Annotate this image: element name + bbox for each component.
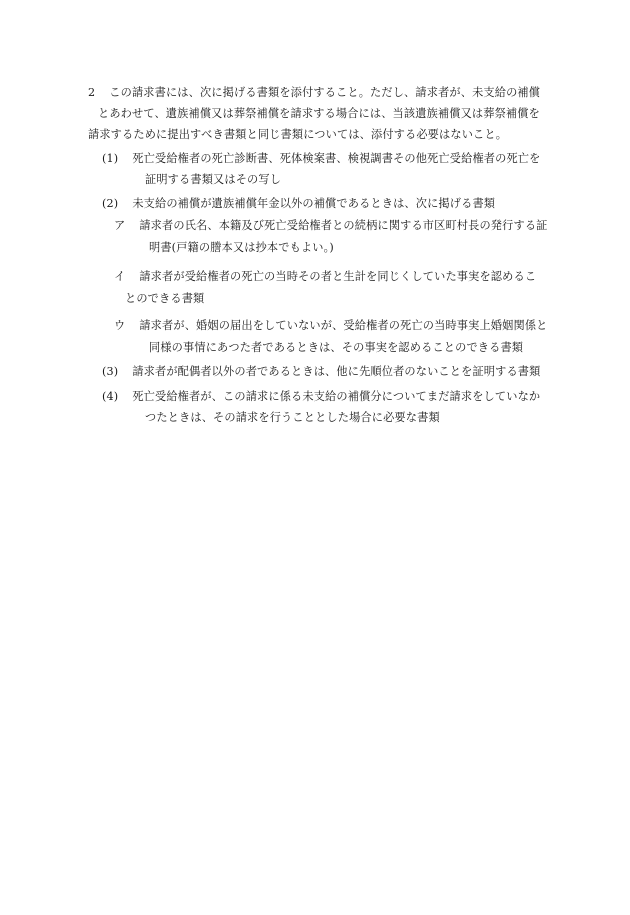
- subitem-1-line-1: [102, 152, 540, 166]
- subitem-text: 未支給の補償が遺族補償年金以外の補償であるときは、次に掲げる書類: [132, 197, 496, 210]
- item-2-line-3: [88, 128, 507, 142]
- subsubitem-label: イ: [114, 270, 126, 283]
- subitem-4-line-1: [102, 390, 540, 404]
- item-2-line-2: [98, 107, 540, 121]
- subsubitem-text: とのできる書類: [125, 292, 205, 305]
- subitem-label: (1): [102, 152, 119, 165]
- subsubitem-text: 請求者の氏名、本籍及び死亡受給権者との続柄に関する市区町村長の発行する証: [139, 219, 548, 232]
- item-text: とあわせて、遺族補償又は葬祭補償を請求する場合には、当該遺族補償又は葬祭補償を: [98, 107, 540, 120]
- subitem-4-line-2: [145, 411, 440, 425]
- subsubitem-text: 明書(戸籍の謄本又は抄本でもよい。): [149, 241, 334, 254]
- subitem-text: 死亡受給権者が、この請求に係る未支給の補償分についてまだ請求をしていなか: [132, 390, 541, 403]
- subsubitem-label: ア: [114, 219, 126, 232]
- subitem-label: (3): [102, 365, 119, 378]
- item-number: 2: [88, 86, 96, 99]
- subitem-3-line-1: [102, 365, 540, 379]
- subsubitem-label: ウ: [114, 319, 126, 332]
- item-text: この請求書には、次に掲げる書類を添付すること。ただし、請求者が、未支給の補償: [109, 86, 541, 99]
- subitem-label: (4): [102, 390, 119, 403]
- subitem-1-line-2: [145, 173, 281, 187]
- subitem-text: 死亡受給権者の死亡診断書、死体検案書、検視調書その他死亡受給権者の死亡を: [132, 152, 541, 165]
- subitem-text: 請求者が配偶者以外の者であるときは、他に先順位者のないことを証明する書類: [132, 365, 541, 378]
- item-2-line-1: [88, 86, 540, 100]
- subsubitem-text: 請求者が、婚姻の届出をしていないが、受給権者の死亡の当時事実上婚姻関係と: [139, 319, 548, 332]
- subsubitem-u-line-1: [114, 319, 548, 333]
- subitem-text: 証明する書類又はその写し: [145, 173, 282, 186]
- subsubitem-text: 請求者が受給権者の死亡の当時その者と生計を同じくしていた事実を認めるこ: [139, 270, 537, 283]
- subsubitem-i-line-2: [125, 292, 204, 306]
- item-text: 請求するために提出すべき書類と同じ書類については、添付する必要はないこと。: [88, 128, 508, 141]
- subitem-2-line-1: [102, 197, 495, 211]
- subsubitem-a-line-1: [114, 219, 548, 233]
- subsubitem-i-line-1: [114, 270, 536, 284]
- subitem-label: (2): [102, 197, 119, 210]
- subsubitem-text: 同様の事情にあつた者であるときは、その事実を認めることのできる書類: [149, 341, 524, 354]
- subsubitem-u-line-2: [149, 341, 523, 355]
- subsubitem-a-line-2: [149, 241, 334, 255]
- subitem-text: つたときは、その請求を行うこととした場合に必要な書類: [145, 411, 440, 424]
